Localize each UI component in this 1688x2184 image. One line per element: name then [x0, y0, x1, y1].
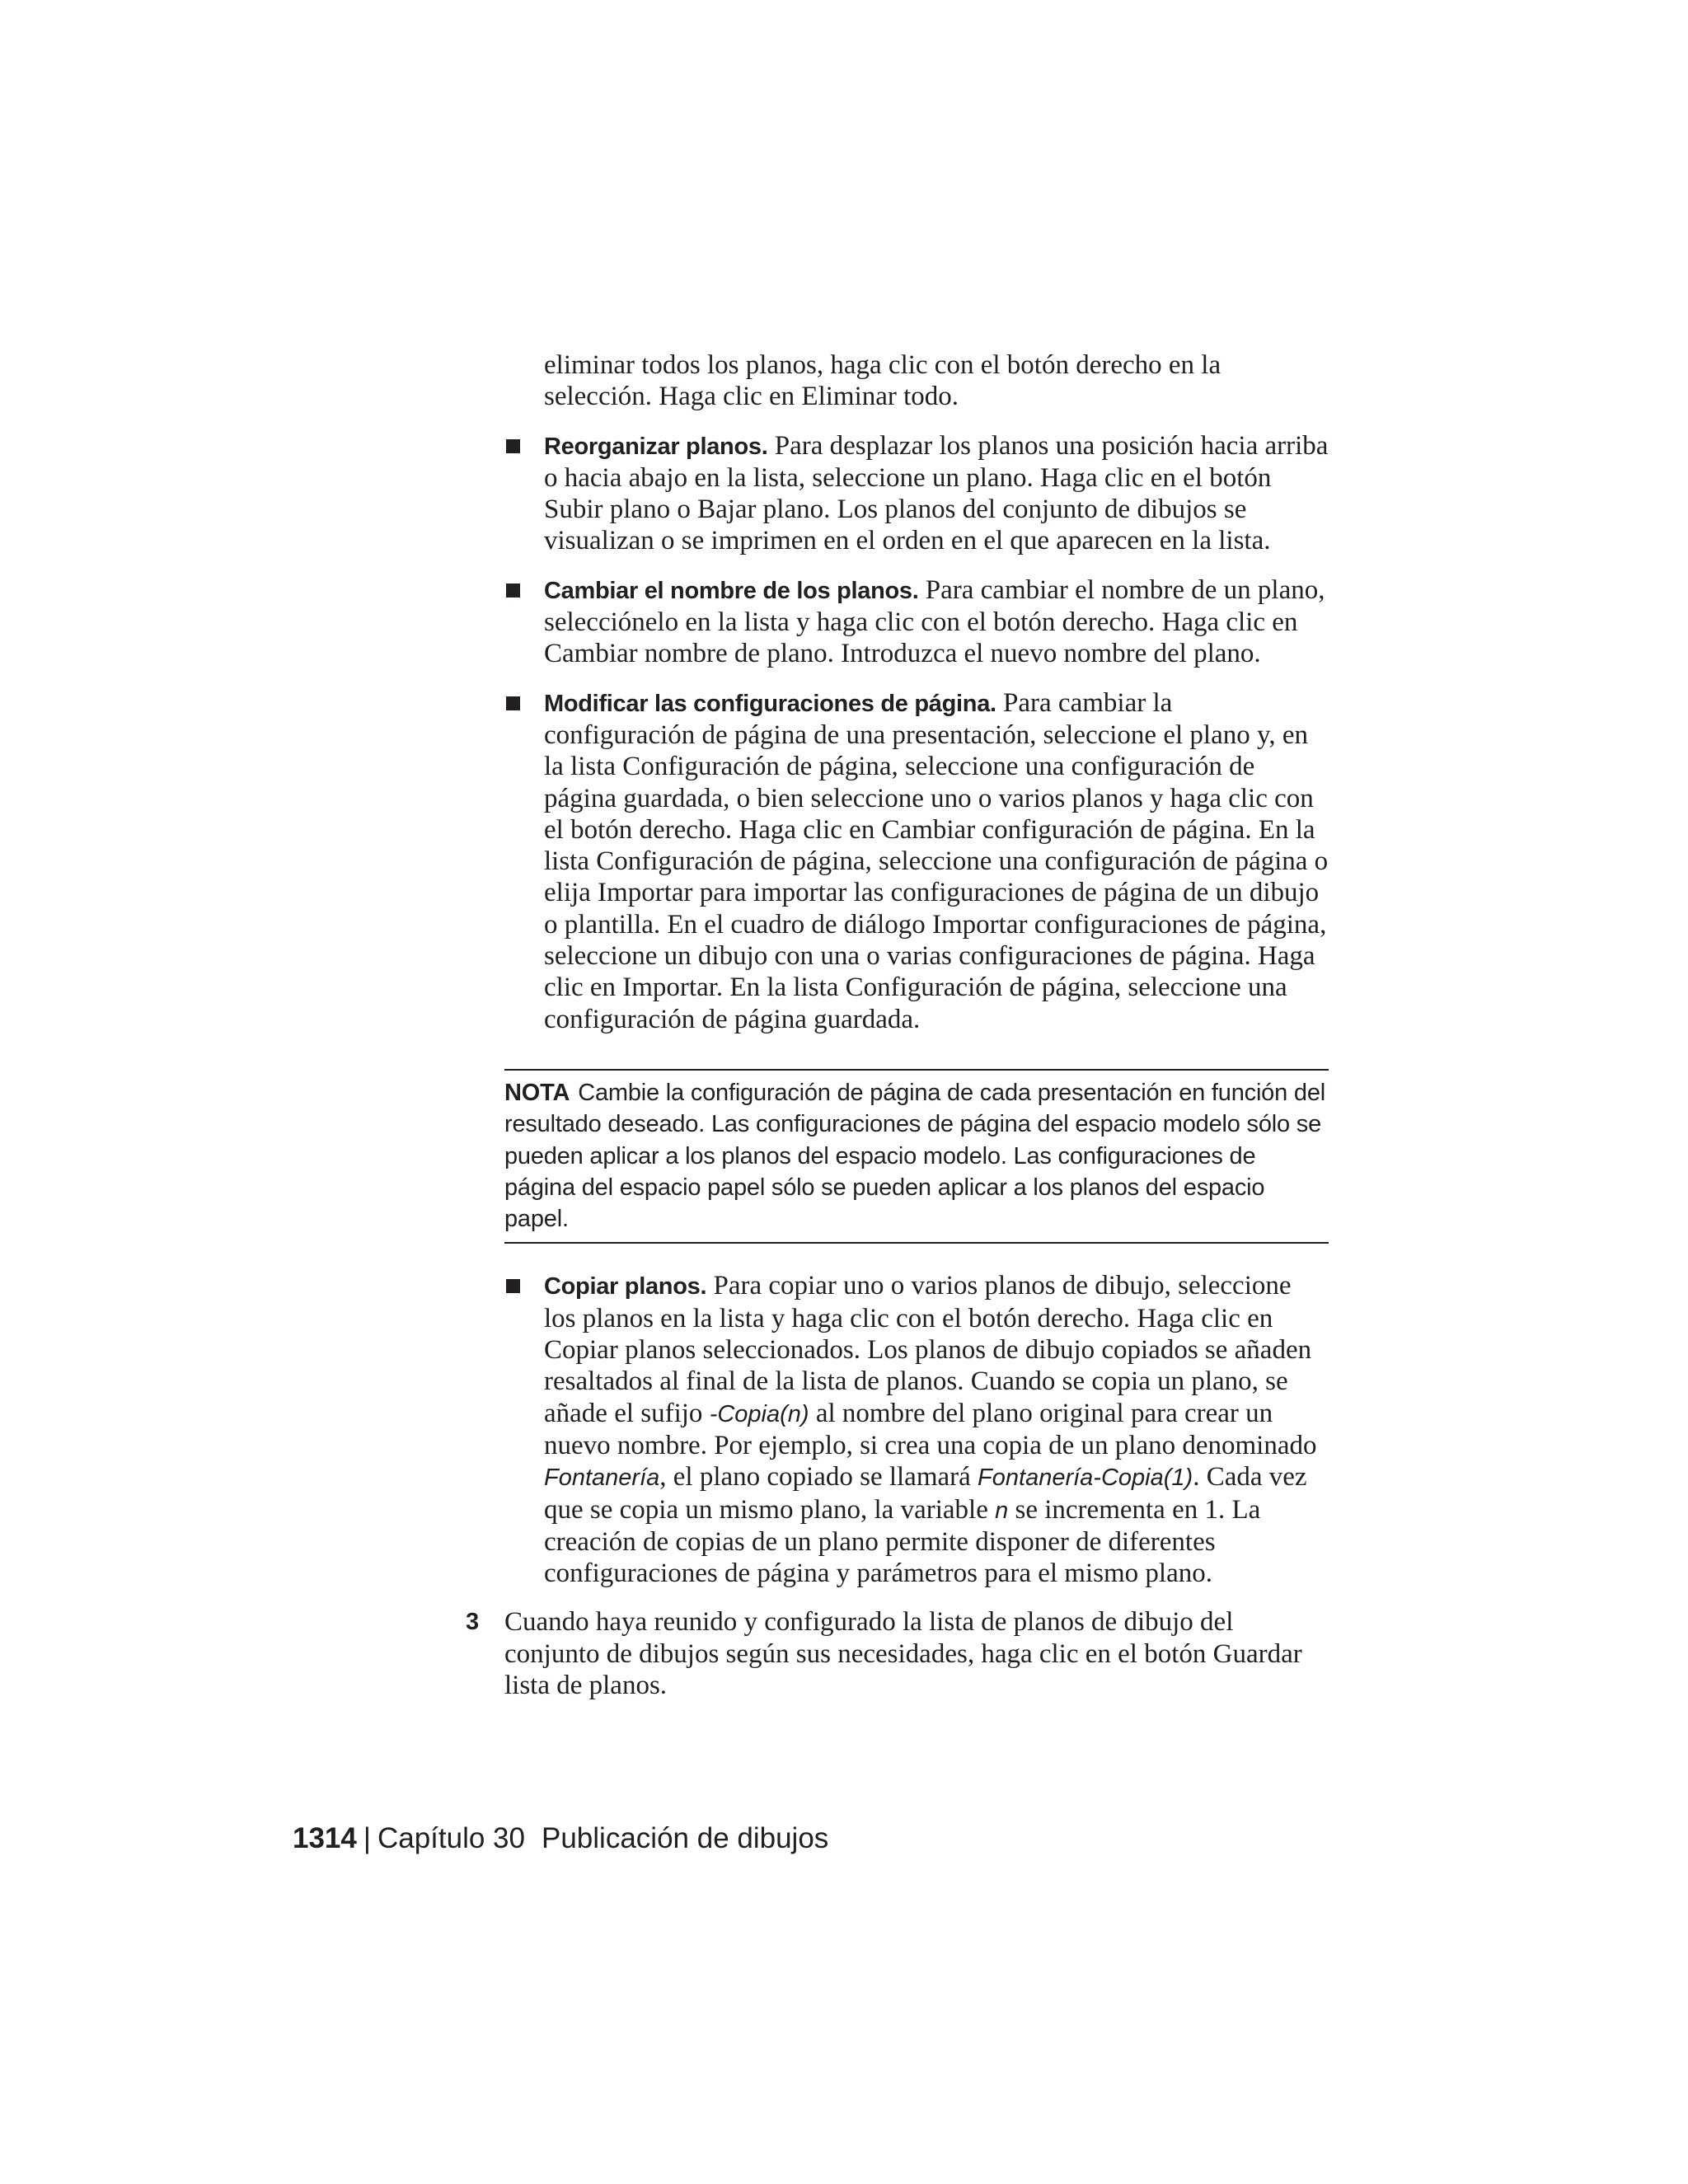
bullet-text: Para desplazar los planos una posición hacia arriba o hacia abajo en la lista, seleccione un plano. Haga clic en el botón Subir plano o Bajar plano. Los planos del conjunto de dibujos se visualizan o se imprimen en el orden en el que aparecen en la lista. — [544, 430, 1329, 556]
bullet-lead: Copiar planos. — [544, 1273, 707, 1301]
note-box — [504, 1069, 1329, 1244]
square-bullet-icon — [506, 1279, 520, 1293]
bullet-text: . Cada vez que se copia un mismo plano, la variable — [544, 1462, 1307, 1525]
bullet-item-copy — [504, 1270, 1329, 1589]
bullet-text: Para cambiar el nombre de un plano, selecciónelo en la lista y haga clic con el botón derecho. Haga clic en Cambiar nombre de plano. Introduzca el nuevo nombre del plano. — [544, 574, 1325, 669]
footer-separator: | — [363, 1822, 371, 1854]
example-copy-name: Fontanería-Copia(1) — [978, 1465, 1193, 1492]
chapter-label: Capítulo 30 — [377, 1822, 525, 1854]
page-content — [466, 349, 1329, 1701]
square-bullet-icon — [506, 583, 520, 598]
step-text: Cuando haya reunido y configurado la lista de planos de dibujo del conjunto de dibujos según sus necesidades, haga clic en el botón Guardar lista de planos. — [504, 1607, 1302, 1700]
bullet-lead: Cambiar el nombre de los planos. — [544, 577, 919, 604]
bullet-lead: Modificar las configuraciones de página. — [544, 690, 996, 717]
bullet-text: , el plano copiado se llamará — [659, 1462, 978, 1493]
square-bullet-icon — [506, 696, 520, 710]
chapter-title: Publicación de dibujos — [542, 1822, 829, 1854]
bullet-text: Para cambiar la configuración de página de una presentación, seleccione el plano y, en la lista Configuración de página, seleccione una configuración de página guardada, o bien seleccione uno o varios planos y haga clic con el botón derecho. Haga clic en Cambiar configuración de página. En la lista Configuración de página, seleccione una configuración de página o elija Importar para importar las configuraciones de página de un dibujo o plantilla. En el cuadro de diálogo Importar configuraciones de página, seleccione un dibujo con una o varias configuraciones de página. Haga clic en Importar. En la lista Configuración de página, seleccione una configuración de página guardada. — [544, 687, 1329, 1034]
bullet-item-reorganize — [504, 430, 1329, 557]
variable-name: n — [995, 1497, 1009, 1524]
suffix-term: -Copia(n) — [709, 1400, 809, 1427]
bullet-text: al nombre del plano original para crear un nuevo nombre. Por ejemplo, si crea una copia de un plano denominado — [544, 1398, 1317, 1460]
note-label: NOTA — [504, 1079, 570, 1106]
step-number: 3 — [466, 1609, 480, 1636]
continuation-paragraph: eliminar todos los planos, haga clic con el botón derecho en la selección. Haga clic en Eliminar todo. — [544, 350, 1221, 412]
note-text: Cambie la configuración de página de cada presentación en función del resultado deseado. Las configuraciones de página del espacio modelo sólo se pueden aplicar a los planos del espacio modelo. Las configuraciones de página del espacio papel sólo se pueden aplicar a los planos del espacio papel. — [504, 1079, 1325, 1233]
step-item — [466, 1606, 1329, 1701]
bullet-item-rename — [504, 574, 1329, 670]
bullet-text: Para copiar uno o varios planos de dibujo, seleccione los planos en la lista y haga clic con el botón derecho. Haga clic en Copiar planos seleccionados. Los planos de dibujo copiados se añaden resaltados al final de la lista de planos. Cuando se copia un plano, se añade el sufijo — [544, 1271, 1312, 1428]
bullet-item-page-setup — [504, 687, 1329, 1035]
square-bullet-icon — [506, 439, 520, 453]
bullet-lead: Reorganizar planos. — [544, 433, 768, 460]
page-footer — [293, 1821, 828, 1857]
example-name: Fontanería — [544, 1465, 660, 1492]
page-number: 1314 — [293, 1822, 357, 1854]
bullet-text: se incrementa en 1. La creación de copias de un plano permite disponer de diferentes configuraciones de página y parámetros para el mismo plano. — [544, 1494, 1261, 1589]
